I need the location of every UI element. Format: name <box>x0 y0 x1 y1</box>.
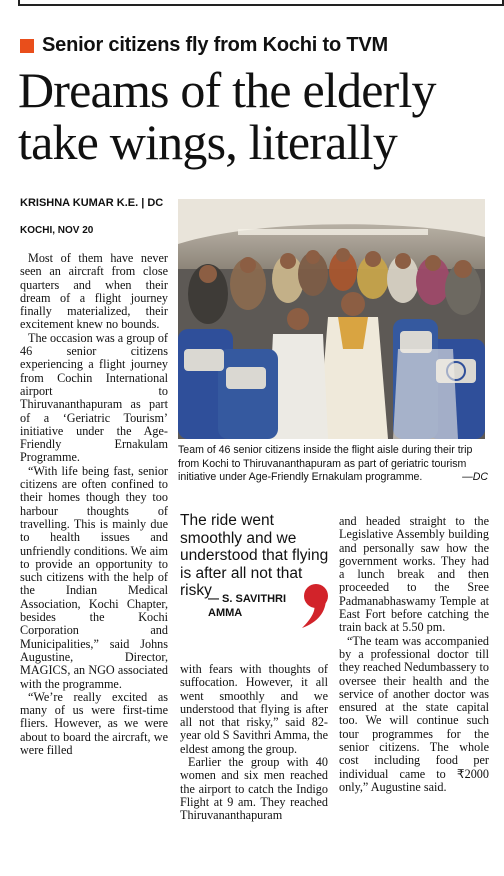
paragraph: and headed straight to the Legislative Assembly building and personally saw how the government works. They had a lunch break and then proceeded to the Sree Padmanabhaswamy Temple at East Fort before catching the train back at 5.50 pm. <box>339 514 489 635</box>
paragraph: with fears with thoughts of suffocation. However, it all went smoothly and we understood that flying is after all not that risky,” said 82-year old S Savithri Amma, the eldest among the group. <box>180 662 328 756</box>
kicker <box>20 34 388 57</box>
paragraph: “The team was accompanied by a professional doctor till they reached Nedumbassery to oversee their health and the service of another doctor was ensured at the state capital too. We will continue such tour programmes for the senior citizens. The whole cost including food per individual came to ₹2000 only,” Augustine said. <box>339 633 489 794</box>
byline: KRISHNA KUMAR K.E. | DC <box>20 197 164 209</box>
photo-caption <box>178 444 488 485</box>
pull-quote-text: The ride went smoothly and we understood that flying is after all not that risky <box>180 512 329 600</box>
quote-mark-icon <box>292 582 332 628</box>
headline: Dreams of the elderly take wings, literally <box>18 62 436 170</box>
paragraph: Most of them have never seen an aircraft from close quarters and when their dream of a flight journey finally materialized, their excitement knew no bounds. <box>20 251 168 332</box>
aircraft-cabin-image <box>178 199 485 439</box>
paragraph: “We’re really excited as many of us were first-time fliers. However, as we were about to board the aircraft, we were filled <box>20 689 168 757</box>
article-column-1 <box>20 252 168 757</box>
news-photo <box>178 199 485 439</box>
kicker-square-icon <box>20 39 34 53</box>
pull-quote-attribution: — S. SAVITHRI AMMA <box>208 593 287 619</box>
caption-text: Team of 46 senior citizens inside the flight aisle during their trip from Kochi to Thiruvananthapuram as part of geriatric tourism initiative under Age-Friendly Ernakulam programme. <box>178 444 473 483</box>
paragraph: “With life being fast, senior citizens are often confined to their homes though they too harbour thoughts of travelling. This is mainly due to health issues and unfriendly conditions. We aim to provide an opportunity to such citizens with the help of the Indian Medical Association, Kochi Chapter, besides the Kochi Corporation and Municipalities,” said Johns Augustine, Director, MAGICS, an NGO associated with the programme. <box>20 463 168 691</box>
pull-quote <box>180 512 332 619</box>
paragraph: Earlier the group with 40 women and six men reached the airport to catch the Indigo Flight at 9 am. They reached Thiruvananthapuram <box>180 755 328 823</box>
photo-credit: —DC <box>462 471 488 483</box>
kicker-text: Senior citizens fly from Kochi to TVM <box>42 34 388 56</box>
top-border-rule <box>18 0 504 6</box>
article-column-3 <box>339 515 489 794</box>
article-column-2 <box>180 663 328 823</box>
paragraph: The occasion was a group of 46 senior citizens experiencing a flight journey from Cochin International airport to Thiruvananthapuram as part of a ‘Geriatric Tourism’ initiative under the Age-Friendly Ernakulam Programme. <box>20 330 168 465</box>
dateline: KOCHI, NOV 20 <box>20 225 94 236</box>
